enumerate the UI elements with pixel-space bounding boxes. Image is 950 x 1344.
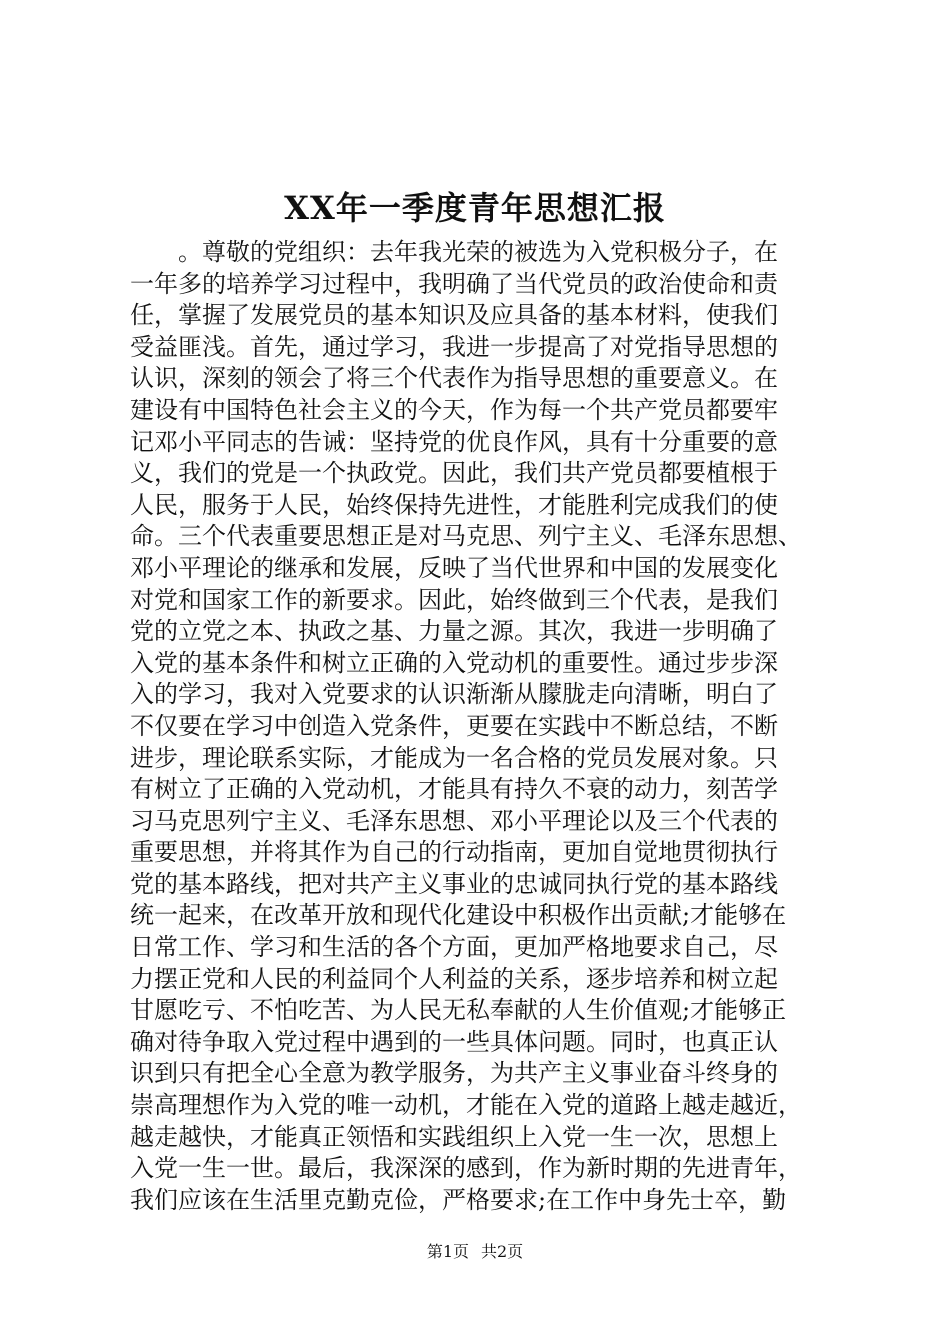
body-line: 任，掌握了发展党员的基本知识及应具备的基本材料，使我们 [130, 301, 778, 330]
body-line: 不仅要在学习中创造入党条件，更要在实践中不断总结，不断 [130, 711, 778, 740]
body-paragraph [130, 237, 830, 1216]
body-line: 入党的基本条件和树立正确的入党动机的重要性。通过步步深 [130, 648, 778, 677]
body-line: 入的学习，我对入党要求的认识渐渐从朦胧走向清晰，明白了 [130, 680, 778, 709]
document-title: XX年一季度青年思想汇报 [284, 189, 666, 227]
body-line: 越走越快，才能真正领悟和实践组织上入党一生一次，思想上 [130, 1122, 778, 1151]
body-line: 识到只有把全心全意为教学服务，为共产主义事业奋斗终身的 [130, 1059, 778, 1088]
body-line: 一年多的培养学习过程中，我明确了当代党员的政治使命和责 [130, 269, 778, 298]
body-line: 甘愿吃亏、不怕吃苦、为人民无私奉献的人生价值观;才能够正 [130, 996, 787, 1025]
body-line: 人民，服务于人民，始终保持先进性，才能胜利完成我们的使 [130, 490, 778, 519]
body-line: 认识，深刻的领会了将三个代表作为指导思想的重要意义。在 [130, 364, 778, 393]
body-line: 进步，理论联系实际，才能成为一名合格的党员发展对象。只 [130, 743, 778, 772]
body-line: 党的基本路线，把对共产主义事业的忠诚同执行党的基本路线 [130, 869, 778, 898]
body-line: 命。三个代表重要思想正是对马克思、列宁主义、毛泽东思想、 [130, 522, 802, 551]
body-line: 记邓小平同志的告诫：坚持党的优良作风，具有十分重要的意 [130, 427, 778, 456]
body-line: 确对待争取入党过程中遇到的一些具体问题。同时，也真正认 [130, 1027, 778, 1056]
body-line: 崇高理想作为入党的唯一动机，才能在入党的道路上越走越近， [130, 1091, 802, 1120]
page-number: 第1页 [426, 1242, 469, 1261]
body-line: 。尊敬的党组织：去年我光荣的被选为入党积极分子，在 [130, 238, 778, 266]
body-line: 统一起来，在改革开放和现代化建设中积极作出贡献;才能够在 [130, 901, 787, 930]
body-line: 重要思想，并将其作为自己的行动指南，更加自觉地贯彻执行 [130, 838, 778, 867]
body-line: 有树立了正确的入党动机，才能具有持久不衰的动力，刻苦学 [130, 775, 778, 804]
body-line: 对党和国家工作的新要求。因此，始终做到三个代表，是我们 [130, 585, 778, 614]
page-footer [0, 1241, 950, 1263]
body-line: 受益匪浅。首先，通过学习，我进一步提高了对党指导思想的 [130, 332, 778, 361]
body-line: 义，我们的党是一个执政党。因此，我们共产党员都要植根于 [130, 459, 778, 488]
body-line: 日常工作、学习和生活的各个方面，更加严格地要求自己，尽 [130, 933, 778, 962]
body-line: 入党一生一世。最后，我深深的感到，作为新时期的先进青年， [130, 1154, 802, 1183]
body-line: 邓小平理论的继承和发展，反映了当代世界和中国的发展变化 [130, 553, 778, 582]
page-total: 共2页 [481, 1242, 524, 1261]
body-line: 力摆正党和人民的利益同个人利益的关系，逐步培养和树立起 [130, 964, 778, 993]
body-line: 建设有中国特色社会主义的今天，作为每一个共产党员都要牢 [130, 395, 778, 424]
body-line: 党的立党之本、执政之基、力量之源。其次，我进一步明确了 [130, 617, 778, 646]
body-line: 习马克思列宁主义、毛泽东思想、邓小平理论以及三个代表的 [130, 806, 778, 835]
body-line: 我们应该在生活里克勤克俭，严格要求;在工作中身先士卒，勤 [130, 1185, 787, 1214]
